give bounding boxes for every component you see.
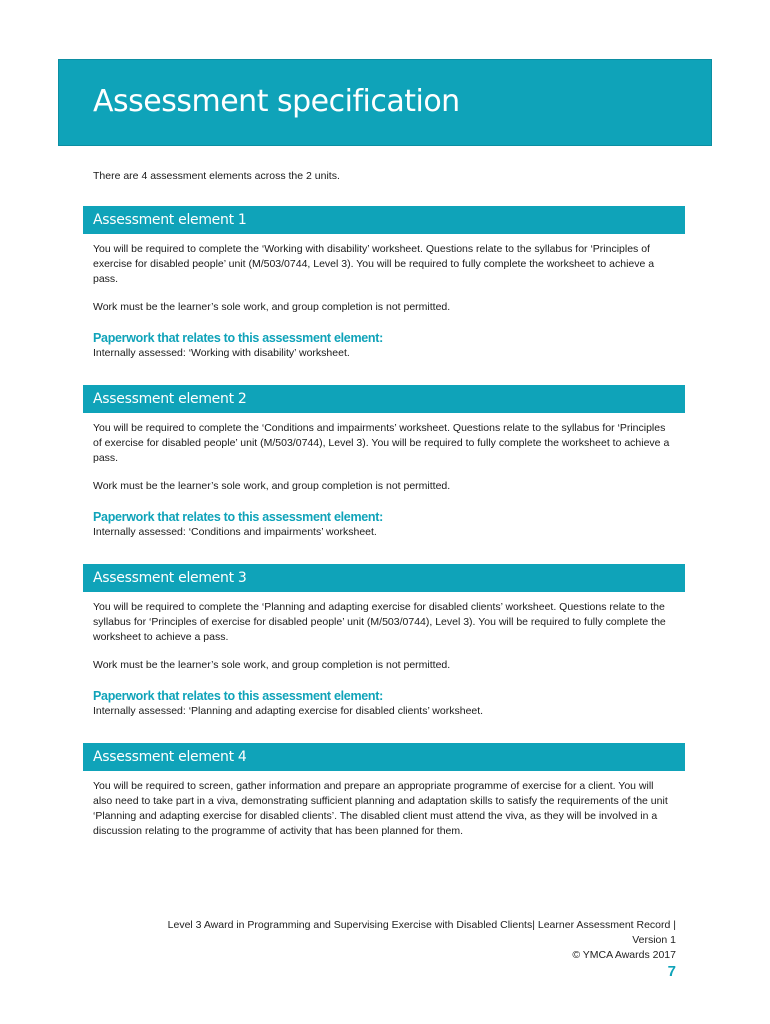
section-heading: Assessment element 3 xyxy=(83,564,685,592)
element-description: You will be required to complete the ‘Planning and adapting exercise for disabled clients’ worksheet. Questions relate to the syllabus for ‘Principles of exercise for disabled people’ unit (M/503/0744), Level 3). You will be required to fully complete the worksheet to achieve a pass. xyxy=(93,601,666,643)
section-heading: Assessment element 4 xyxy=(83,743,685,771)
paperwork-title: Paperwork that relates to this assessment element: xyxy=(93,689,383,703)
section-heading: Assessment element 1 xyxy=(83,206,685,234)
footer-version: Version 1 xyxy=(632,934,676,946)
assessment-element-3 xyxy=(83,564,685,718)
element-description: You will be required to complete the ‘Working with disability’ worksheet. Questions relate to the syllabus for ‘Principles of exercise for disabled people’ unit (M/503/0744, Level 3). You will be required to fully complete the worksheet to achieve a pass. xyxy=(93,243,655,285)
paperwork-text: Internally assessed: ‘Working with disability’ worksheet. xyxy=(93,347,350,359)
page-title: Assessment specification xyxy=(93,84,460,119)
section-heading: Assessment element 2 xyxy=(83,385,685,413)
assessment-element-1 xyxy=(83,206,685,360)
footer xyxy=(76,918,676,963)
assessment-element-4 xyxy=(83,743,685,839)
work-note: Work must be the learner’s sole work, and group completion is not permitted. xyxy=(93,301,451,313)
work-note: Work must be the learner’s sole work, and group completion is not permitted. xyxy=(93,659,451,671)
work-note: Work must be the learner’s sole work, and group completion is not permitted. xyxy=(93,480,451,492)
title-banner xyxy=(58,59,712,146)
element-description: You will be required to complete the ‘Conditions and impairments’ worksheet. Questions relate to the syllabus for ‘Principles of exercise for disabled people’ unit (M/503/0744), Level 3). You will be required to fully complete the worksheet to achieve a pass. xyxy=(93,422,670,464)
footer-title: Level 3 Award in Programming and Supervising Exercise with Disabled Clients| Learner Assessment Record | xyxy=(167,919,676,931)
element-description: You will be required to screen, gather information and prepare an appropriate programme of exercise for a client. You will also need to take part in a viva, demonstrating sufficient planning and adaptation skills to satisfy the requirements of the unit ‘Planning and adapting exercise for disabled clients’. The disabled client must attend the viva, as they will be involved in a discussion relating to the programme of activity that has been planned for them. xyxy=(93,780,668,837)
paperwork-title: Paperwork that relates to this assessment element: xyxy=(93,331,383,345)
footer-copyright: © YMCA Awards 2017 xyxy=(572,949,676,961)
paperwork-text: Internally assessed: ‘Planning and adapting exercise for disabled clients’ worksheet. xyxy=(93,705,484,717)
paperwork-title: Paperwork that relates to this assessment element: xyxy=(93,510,383,524)
intro-text: There are 4 assessment elements across the 2 units. xyxy=(93,170,340,182)
page-number: 7 xyxy=(667,963,676,980)
paperwork-text: Internally assessed: ‘Conditions and impairments’ worksheet. xyxy=(93,526,377,538)
assessment-element-2 xyxy=(83,385,685,539)
